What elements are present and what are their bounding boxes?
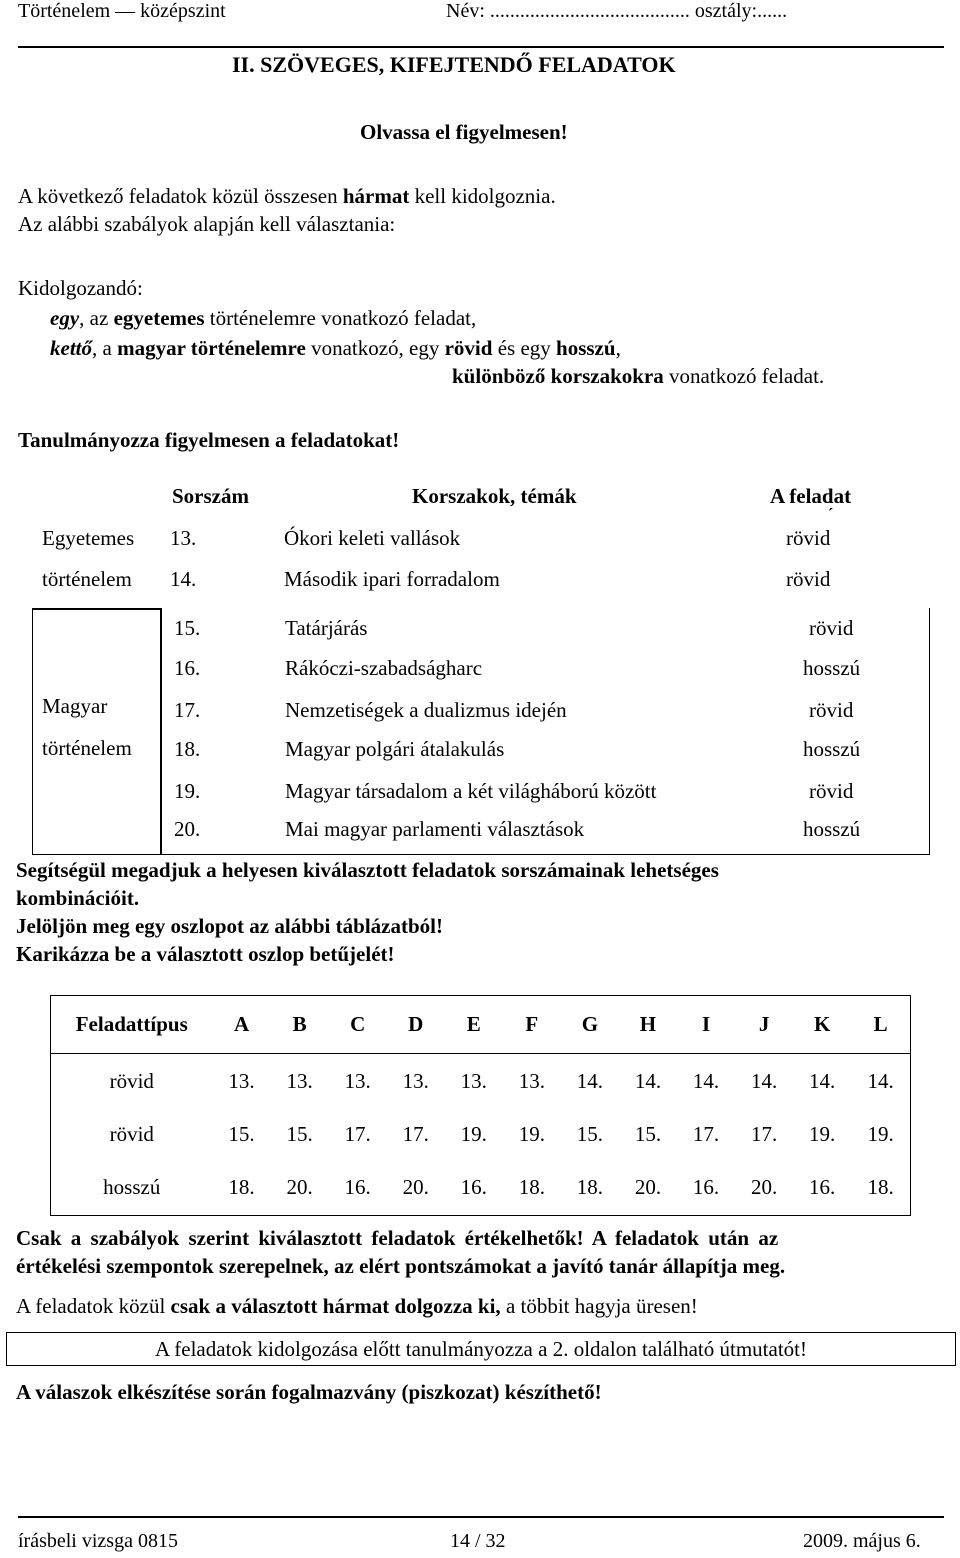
combo-cell: rövid [109, 1122, 154, 1146]
intro-line-2: Az alábbi szabályok alapján kell választania: [18, 212, 396, 236]
header-task: A feladat ´ [770, 484, 852, 523]
topic-table [32, 476, 930, 600]
row-type: rövid [786, 567, 831, 591]
combo-cell: 13. [460, 1069, 487, 1094]
combo-cell: 17. [750, 1122, 778, 1146]
header-subject: Történelem — középszint [18, 0, 226, 22]
group-label-universal-2: történelem [42, 567, 132, 591]
combination-table [50, 995, 911, 1216]
intro-line-6: különböző korszakokra vonatkozó feladat. [452, 364, 825, 388]
table-row [51, 1110, 911, 1160]
combo-header-letter[interactable]: L [873, 1012, 888, 1036]
combo-cell: 20. [750, 1174, 778, 1199]
combo-cell: 13. [286, 1069, 313, 1094]
group-label-universal-1: Egyetemes [42, 526, 135, 550]
combo-header-letter[interactable]: I [701, 1012, 711, 1036]
combo-header-letter[interactable]: J [758, 1012, 770, 1036]
row-topic: Mai magyar parlamenti választások [285, 817, 585, 841]
combo-cell: hosszú [103, 1174, 161, 1199]
combo-cell: 18. [867, 1174, 894, 1199]
combo-cell: 19. [867, 1122, 894, 1146]
combo-cell: 18. [228, 1174, 255, 1199]
combo-cell: 16. [692, 1174, 720, 1199]
row-number: 16. [174, 656, 201, 680]
combo-cell: 17. [692, 1122, 720, 1146]
intro-line-1: A következő feladatok közül összesen hármat kell kidolgoznia. [18, 184, 556, 208]
combo-cell: 14. [634, 1069, 662, 1094]
combo-cell: 14. [576, 1069, 604, 1094]
rules-line-1a: Csak a szabályok szerint kiválasztott feladatok értékelhetők! A feladatok után az [16, 1226, 779, 1250]
footer-page-number: 14 / 32 [450, 1530, 506, 1552]
table-row [32, 518, 930, 560]
row-number: 17. [174, 698, 201, 722]
section-title: II. SZÖVEGES, KIFEJTENDŐ FELADATOK [232, 52, 676, 77]
universal-group [32, 518, 930, 601]
row-type: rövid [809, 779, 854, 803]
row-number: 19. [174, 779, 201, 803]
combo-cell: 15. [228, 1122, 255, 1146]
help-line-1: Segítségül megadjuk a helyesen kiválasztott feladatok sorszámainak lehetséges [16, 858, 719, 882]
group-label-hungarian-1: Magyar [42, 694, 108, 718]
combo-header-letter[interactable]: K [813, 1012, 831, 1036]
row-topic: Második ipari forradalom [284, 567, 500, 591]
rules-line-1b: értékelési szempontok szerepelnek, az elért pontszámokat a javító tanár állapítja meg. [16, 1254, 786, 1278]
combo-header-type: Feladattípus [75, 1012, 188, 1036]
row-number: 15. [174, 616, 201, 640]
combo-cell: 13. [518, 1069, 545, 1094]
row-topic: Tatárjárás [285, 616, 368, 640]
header-topics: Korszakok, témák [412, 484, 577, 508]
combo-cell: 17. [402, 1122, 429, 1146]
combo-cell: 16. [809, 1174, 836, 1199]
table-row [32, 559, 930, 600]
row-type: rövid [786, 526, 831, 550]
combo-header-letter[interactable]: F [525, 1012, 539, 1036]
notice-box [6, 1332, 956, 1366]
combo-cell: 17. [344, 1122, 371, 1146]
draft-note: A válaszok elkészítése során fogalmazvány (piszkozat) készíthető! [16, 1380, 602, 1404]
combo-cell: 14. [750, 1069, 778, 1094]
combo-body [51, 1054, 911, 1216]
combo-cell: 19. [518, 1122, 545, 1146]
combo-cell: 14. [692, 1069, 720, 1094]
row-number: 18. [174, 737, 201, 761]
header-cutoff-mark: ´ [828, 506, 834, 523]
row-topic: Magyar polgári átalakulás [285, 737, 505, 761]
combo-header-letter[interactable]: G [581, 1012, 599, 1036]
read-carefully-heading: Olvassa el figyelmesen! [360, 120, 568, 144]
intro-line-3: Kidolgozandó: [18, 276, 143, 300]
footer-rule [18, 1516, 944, 1518]
combo-header-letter[interactable]: C [350, 1012, 366, 1036]
combo-header-letter[interactable]: A [233, 1012, 250, 1036]
group-divider [160, 608, 162, 854]
row-topic: Rákóczi-szabadságharc [285, 656, 483, 680]
combo-cell: 20. [634, 1174, 662, 1199]
help-line-3: Jelöljön meg egy oszlopot az alábbi táblázatból! [16, 914, 443, 938]
help-line-4: Karikázza be a választott oszlop betűjelét! [16, 942, 395, 966]
combo-header-letter[interactable]: D [408, 1012, 424, 1036]
combo-cell: 18. [518, 1174, 545, 1199]
combo-cell: 20. [402, 1174, 429, 1199]
row-type: hosszú [803, 737, 861, 761]
group-label-hungarian-2: történelem [42, 736, 132, 760]
row-type: rövid [809, 616, 854, 640]
combo-cell: 20. [286, 1174, 313, 1199]
row-type: hosszú [803, 656, 861, 680]
row-type: rövid [809, 698, 854, 722]
combo-cell: 19. [460, 1122, 487, 1146]
group-top-rule [32, 608, 161, 610]
intro-line-4: egy, az egyetemes történelemre vonatkozó feladat, [50, 306, 477, 330]
footer-date: 2009. május 6. [803, 1530, 921, 1552]
combo-cell: 16. [460, 1174, 487, 1199]
combo-cell: 15. [286, 1122, 313, 1146]
row-number: 20. [174, 817, 201, 841]
combo-cell: 19. [809, 1122, 836, 1146]
header-number: Sorszám [172, 484, 249, 508]
combo-cell: 13. [344, 1069, 371, 1094]
row-topic: Ókori keleti vallások [284, 526, 461, 550]
combo-cell: 18. [576, 1174, 604, 1199]
footer-exam: írásbeli vizsga 0815 [18, 1530, 178, 1552]
combo-header-letter[interactable]: H [639, 1012, 657, 1036]
combo-header-letter[interactable]: E [466, 1012, 481, 1036]
table-row [51, 1054, 911, 1110]
combo-cell: 13. [402, 1069, 429, 1094]
row-topic: Magyar társadalom a két világháború között [285, 779, 657, 803]
topic-table-header [32, 476, 930, 518]
combo-header-letter[interactable]: B [292, 1012, 307, 1036]
rules-line-2: A feladatok közül csak a választott hármat dolgozza ki, a többit hagyja üresen! [16, 1294, 698, 1318]
help-line-2: kombinációit. [16, 886, 140, 910]
study-tasks-heading: Tanulmányozza figyelmesen a feladatokat! [18, 428, 400, 452]
combo-cell: 14. [867, 1069, 894, 1094]
combo-header-row [51, 996, 911, 1054]
table-row [51, 1160, 911, 1216]
combo-cell: 15. [634, 1122, 662, 1146]
notice-text: A feladatok kidolgozása előtt tanulmányozza a 2. oldalon található útmutatót! [155, 1337, 807, 1361]
intro-line-5: kettő, a magyar történelemre vonatkozó, egy rövid és egy hosszú, [50, 336, 621, 360]
row-topic: Nemzetiségek a dualizmus idején [285, 698, 567, 722]
row-type: hosszú [803, 817, 861, 841]
header-rule [18, 46, 944, 48]
header-name-class-field: Név: ........................................ osztály:...... [446, 0, 788, 22]
combo-cell: 14. [809, 1069, 836, 1094]
row-number: 13. [170, 526, 197, 550]
row-number: 14. [170, 567, 197, 591]
combo-cell: rövid [109, 1069, 154, 1094]
combo-cell: 15. [576, 1122, 604, 1146]
combo-cell: 13. [228, 1069, 255, 1094]
combo-cell: 16. [344, 1174, 371, 1199]
